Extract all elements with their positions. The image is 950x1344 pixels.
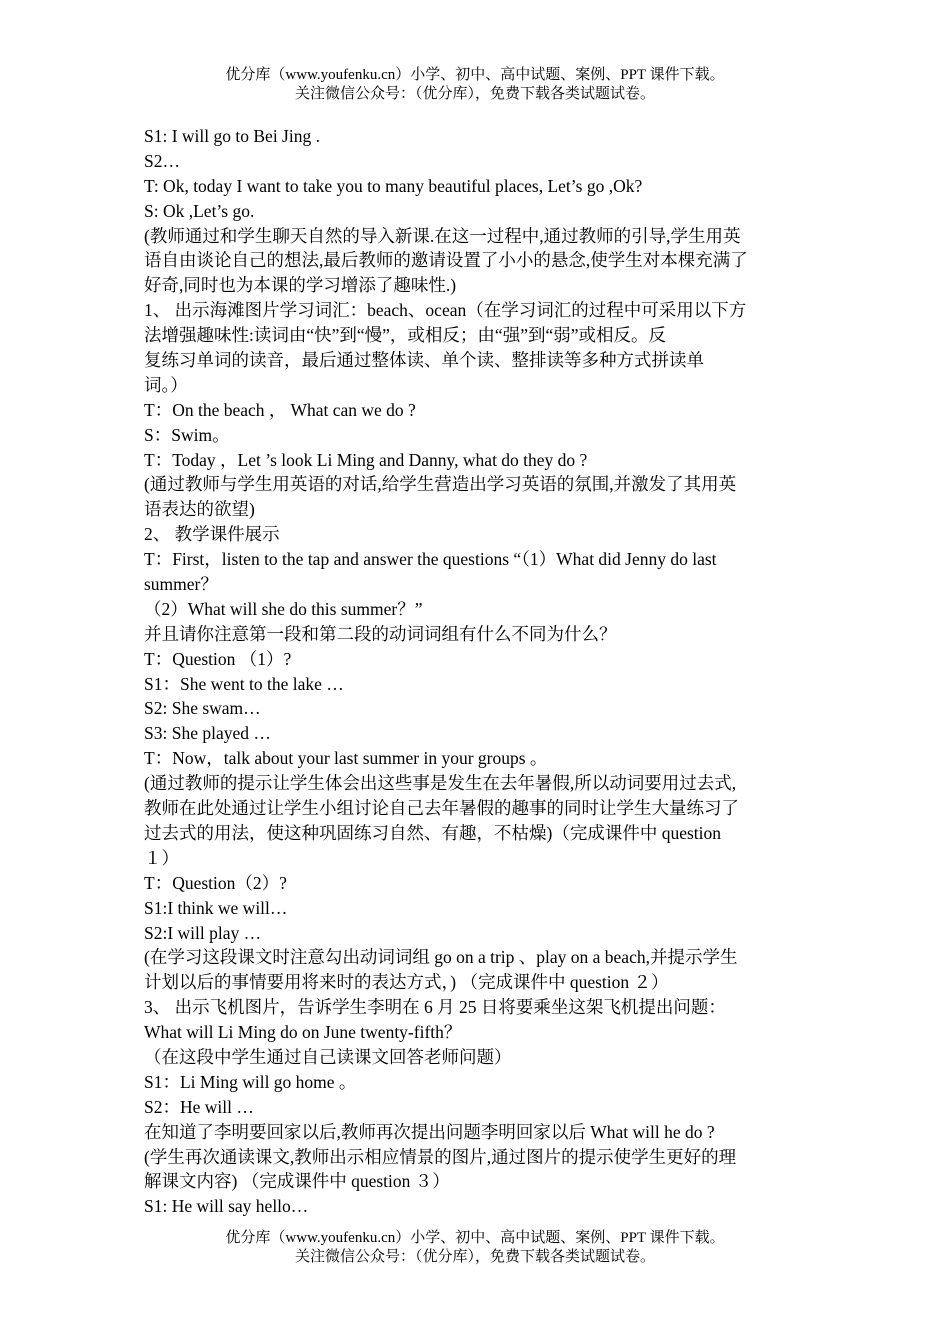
text-line: 词。） [144, 374, 188, 395]
text-line: 2、 教学课件展示 [144, 524, 280, 545]
text-line: 1、 出示海滩图片学习词汇：beach、ocean（在学习词汇的过程中可采用以下方 [144, 300, 747, 321]
text-line: S: Ok ,Let’s go. [144, 200, 255, 221]
page-header [0, 66, 950, 104]
text-line: T：Question（2）? [144, 872, 287, 893]
text-line: T：First，listen to the tap and answer the questions “（1）What did Jenny do last [144, 549, 717, 570]
text-line: 3、 出示飞机图片，告诉学生李明在 6 月 25 日将要乘坐这架飞机提出问题： [144, 997, 726, 1018]
text-line: summer？ [144, 574, 218, 595]
text-line: T: Ok, today I want to take you to many beautiful places, Let’s go ,Ok? [144, 175, 643, 196]
text-line: T：Now，talk about your last summer in your groups 。 [144, 748, 548, 769]
text-line: S2:I will play … [144, 922, 262, 943]
text-line: T：Today ，Let ’s look Li Ming and Danny, what do they do ? [144, 449, 588, 470]
text-line: 语自由谈论自己的想法,最后教师的邀请设置了小小的悬念,使学生对本棵充满了 [144, 250, 748, 271]
text-line: 法增强趣味性:读词由“快”到“慢”，或相反；由“强”到“弱”或相反。反 [144, 325, 666, 346]
text-line: What will Li Ming do on June twenty-fifth？ [144, 1022, 462, 1043]
text-line: (教师通过和学生聊天自然的导入新课.在这一过程中,通过教师的引导,学生用英 [144, 225, 741, 246]
text-line: T：Question （1）? [144, 648, 292, 669]
text-line: （2）What will she do this summer？” [144, 598, 423, 619]
text-line: 教师在此处通过让学生小组讨论自己去年暑假的趣事的同时让学生大量练习了 [144, 798, 739, 819]
text-line: （在这段中学生通过自己读课文回答老师问题） [144, 1046, 512, 1067]
text-line: S1：Li Ming will go home 。 [144, 1071, 357, 1092]
text-line: S1: I will go to Bei Jing . [144, 126, 320, 146]
text-line: T：On the beach ， What can we do ? [144, 399, 416, 420]
text-line: 语表达的欲望) [144, 499, 255, 520]
text-line: S1：She went to the lake … [144, 673, 344, 694]
header-line-2: 关注微信公众号：（优分库），免费下载各类试题试卷。 [294, 86, 655, 102]
text-line: 解课文内容) （完成课件中 question ３） [144, 1171, 450, 1192]
text-line: S1:I think we will… [144, 897, 288, 918]
text-line: (在学习这段课文时注意勾出动词词组 go on a trip 、play on a beach,并提示学生 [144, 947, 738, 968]
text-line: S2: She swam… [144, 698, 261, 719]
text-line: S2… [144, 150, 180, 171]
text-line: (通过教师的提示让学生体会出这些事是发生在去年暑假,所以动词要用过去式, [144, 773, 737, 794]
text-line: S3: She played … [144, 723, 271, 744]
footer-line-2: 关注微信公众号：（优分库），免费下载各类试题试卷。 [294, 1249, 655, 1265]
text-line: １） [144, 847, 179, 868]
header-line-1: 优分库（www.youfenku.cn）小学、初中、高中试题、案例、PPT 课件下载。 [225, 67, 725, 83]
text-line: S：Swim。 [144, 424, 230, 445]
text-line: 过去式的用法，使这种巩固练习自然、有趣，不枯燥)（完成课件中 question [144, 822, 722, 843]
text-line: 好奇,同时也为本课的学习增添了趣味性.) [144, 275, 457, 296]
text-line: S2：He will … [144, 1096, 254, 1117]
text-line: 计划以后的事情要用将来时的表达方式，) （完成课件中 question ２） [144, 972, 669, 993]
text-line: S1: He will say hello… [144, 1196, 309, 1217]
text-line: 在知道了李明要回家以后,教师再次提出问题李明回家以后 What will he do ? [144, 1121, 715, 1142]
text-line: 并且请你注意第一段和第二段的动词词组有什么不同为什么？ [144, 623, 617, 644]
text-line: (通过教师与学生用英语的对话,给学生营造出学习英语的氛围,并激发了其用英 [144, 474, 737, 495]
page-footer [0, 1229, 950, 1267]
footer-line-1: 优分库（www.youfenku.cn）小学、初中、高中试题、案例、PPT 课件下载。 [225, 1230, 725, 1246]
text-line: (学生再次通读课文,教师出示相应情景的图片,通过图片的提示使学生更好的理 [144, 1146, 737, 1167]
document-body [144, 124, 809, 1219]
text-line: 复练习单词的读音，最后通过整体读、单个读、整排读等多种方式拼读单 [144, 350, 704, 371]
